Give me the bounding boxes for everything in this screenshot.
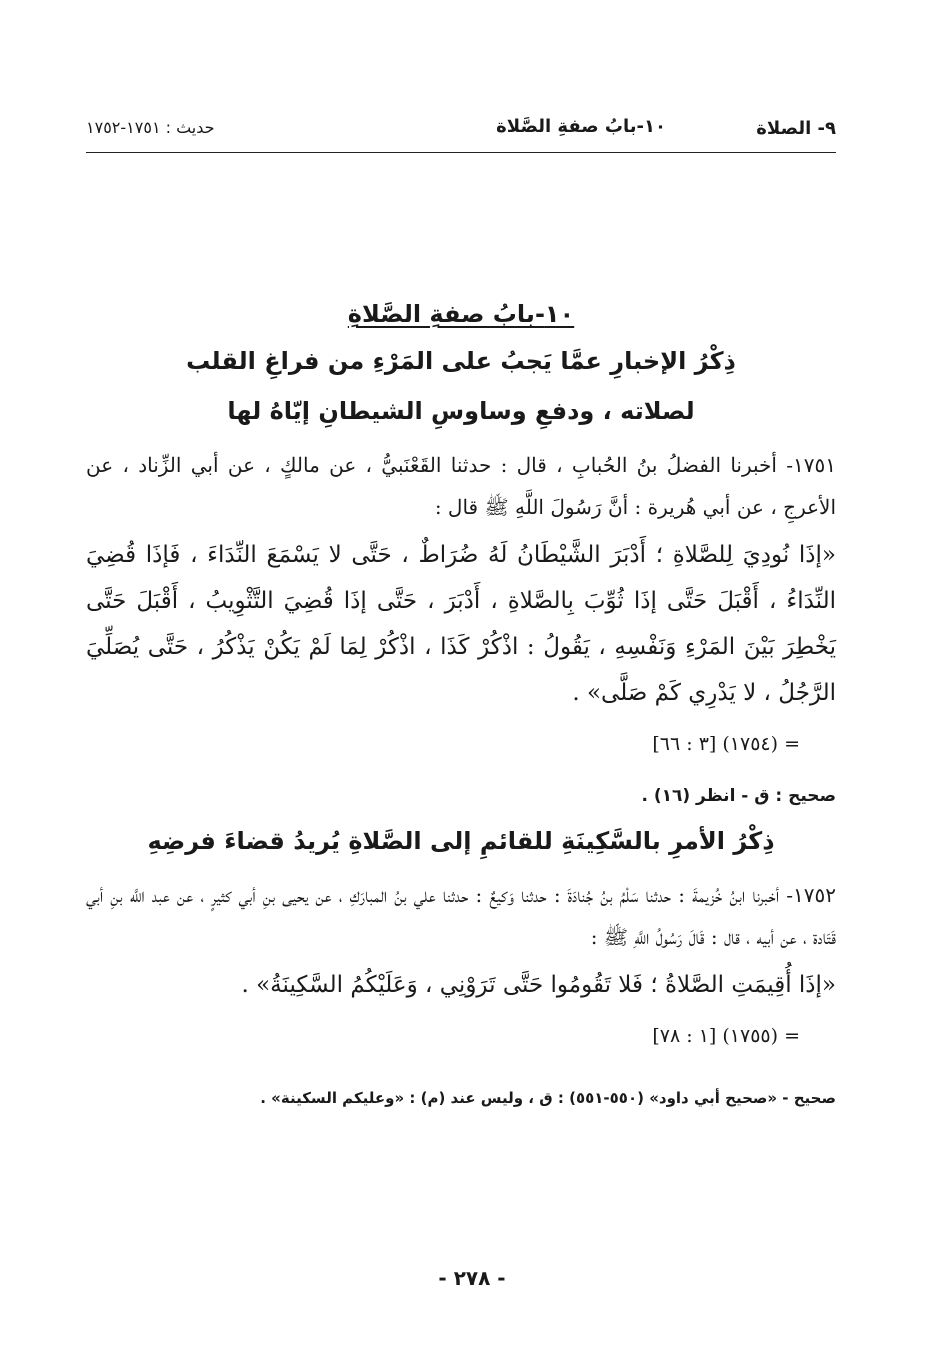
header-divider: [86, 152, 836, 153]
hadith-1752-reference: = (١٧٥٥) [١ : ٧٨]: [652, 1025, 800, 1047]
section-title-2: ذِكْرُ الأمرِ بالسَّكِينَةِ للقائمِ إلى الصَّلاةِ يُريدُ قضاءَ فرضِهِ: [147, 827, 775, 855]
hadith-1752-isnad: ١٧٥٢- أخبرنا ابنُ خُزيمةَ : حدثنا سَلْمُ بنُ جُنادَةَ : حدثنا وَكيعٌ : حدثنا علي بنُ المبارَكِ ، عن يحيى بنِ أبي كثيرٍ ، عن عبد اللَّه بنِ أبي قَتَادة ، عن أبيه ، قال : قَالَ رَسُولُ اللَّهِ ﷺ :: [86, 883, 836, 949]
chapter-heading: [86, 300, 836, 328]
section-title-1-line-1: ذِكْرُ الإخبارِ عمَّا يَجبُ على المَرْءِ من فراغِ القلب: [186, 347, 736, 375]
header-chapter-ref: ١٠-بابُ صفةِ الصَّلاة: [496, 116, 666, 137]
hadith-1751-grade: صحيح : ق - انظر (١٦) .: [641, 786, 836, 806]
hadith-1751-isnad: ١٧٥١- أخبرنا الفضلُ بنُ الحُبابِ ، قال : حدثنا القَعْنَبيُّ ، عن مالكٍ ، عن أبي الزِّناد ، عن الأعرجِ ، عن أبي هُريرة : أنَّ رَسُولَ اللَّهِ ﷺ قال :: [86, 453, 836, 519]
hadith-1751-reference: = (١٧٥٤) [٣ : ٦٦]: [652, 733, 800, 755]
hadith-1752-matn: «إذَا أُقِيمَتِ الصَّلاةُ ؛ فَلا تَقُومُوا حَتَّى تَرَوْنِي ، وَعَلَيْكُمُ السَّكِينَةُ» .: [241, 972, 836, 998]
header-hadith-range: حديث : ١٧٥١-١٧٥٢: [86, 118, 215, 137]
hadith-1752-grade: صحيح - «صحيح أبي داود» (٥٥٠-٥٥١) : ق ، وليس عند (م) : «وعليكم السكينة» .: [260, 1089, 836, 1107]
chapter-heading-text: ١٠-بابُ صفةِ الصَّلاةِ: [347, 300, 575, 328]
running-header: [86, 112, 836, 146]
page-body: [86, 290, 836, 1118]
header-book-section: ٩- الصلاة: [756, 118, 836, 139]
hadith-1751-matn: «إذَا نُودِيَ لِلصَّلاةِ ؛ أَدْبَرَ الشَّيْطَانُ لَهُ ضُرَاطٌ ، حَتَّى لا يَسْمَعَ النِّدَاءَ ، فَإذَا قُضِيَ النِّدَاءُ ، أَقْبَلَ حَتَّى إذَا ثُوِّبَ بِالصَّلاةِ ، أَدْبَرَ ، حَتَّى إذَا قُضِيَ التَّثْوِيبُ ، أَقْبَلَ حَتَّى يَخْطِرَ بَيْنَ المَرْءِ وَنَفْسِهِ ، يَقُولُ : اذْكُرْ كَذَا ، اذْكُرْ لِمَا لَمْ يَكُنْ يَذْكُرُ ، حَتَّى يُصَلِّيَ الرَّجُلُ ، لا يَدْرِي كَمْ صَلَّى» .: [86, 542, 836, 706]
page-number: - ٢٧٨ -: [438, 1266, 506, 1290]
section-title-1-line-2: لصلاته ، ودفعِ وساوسِ الشيطانِ إيّاهُ لها: [227, 397, 695, 425]
